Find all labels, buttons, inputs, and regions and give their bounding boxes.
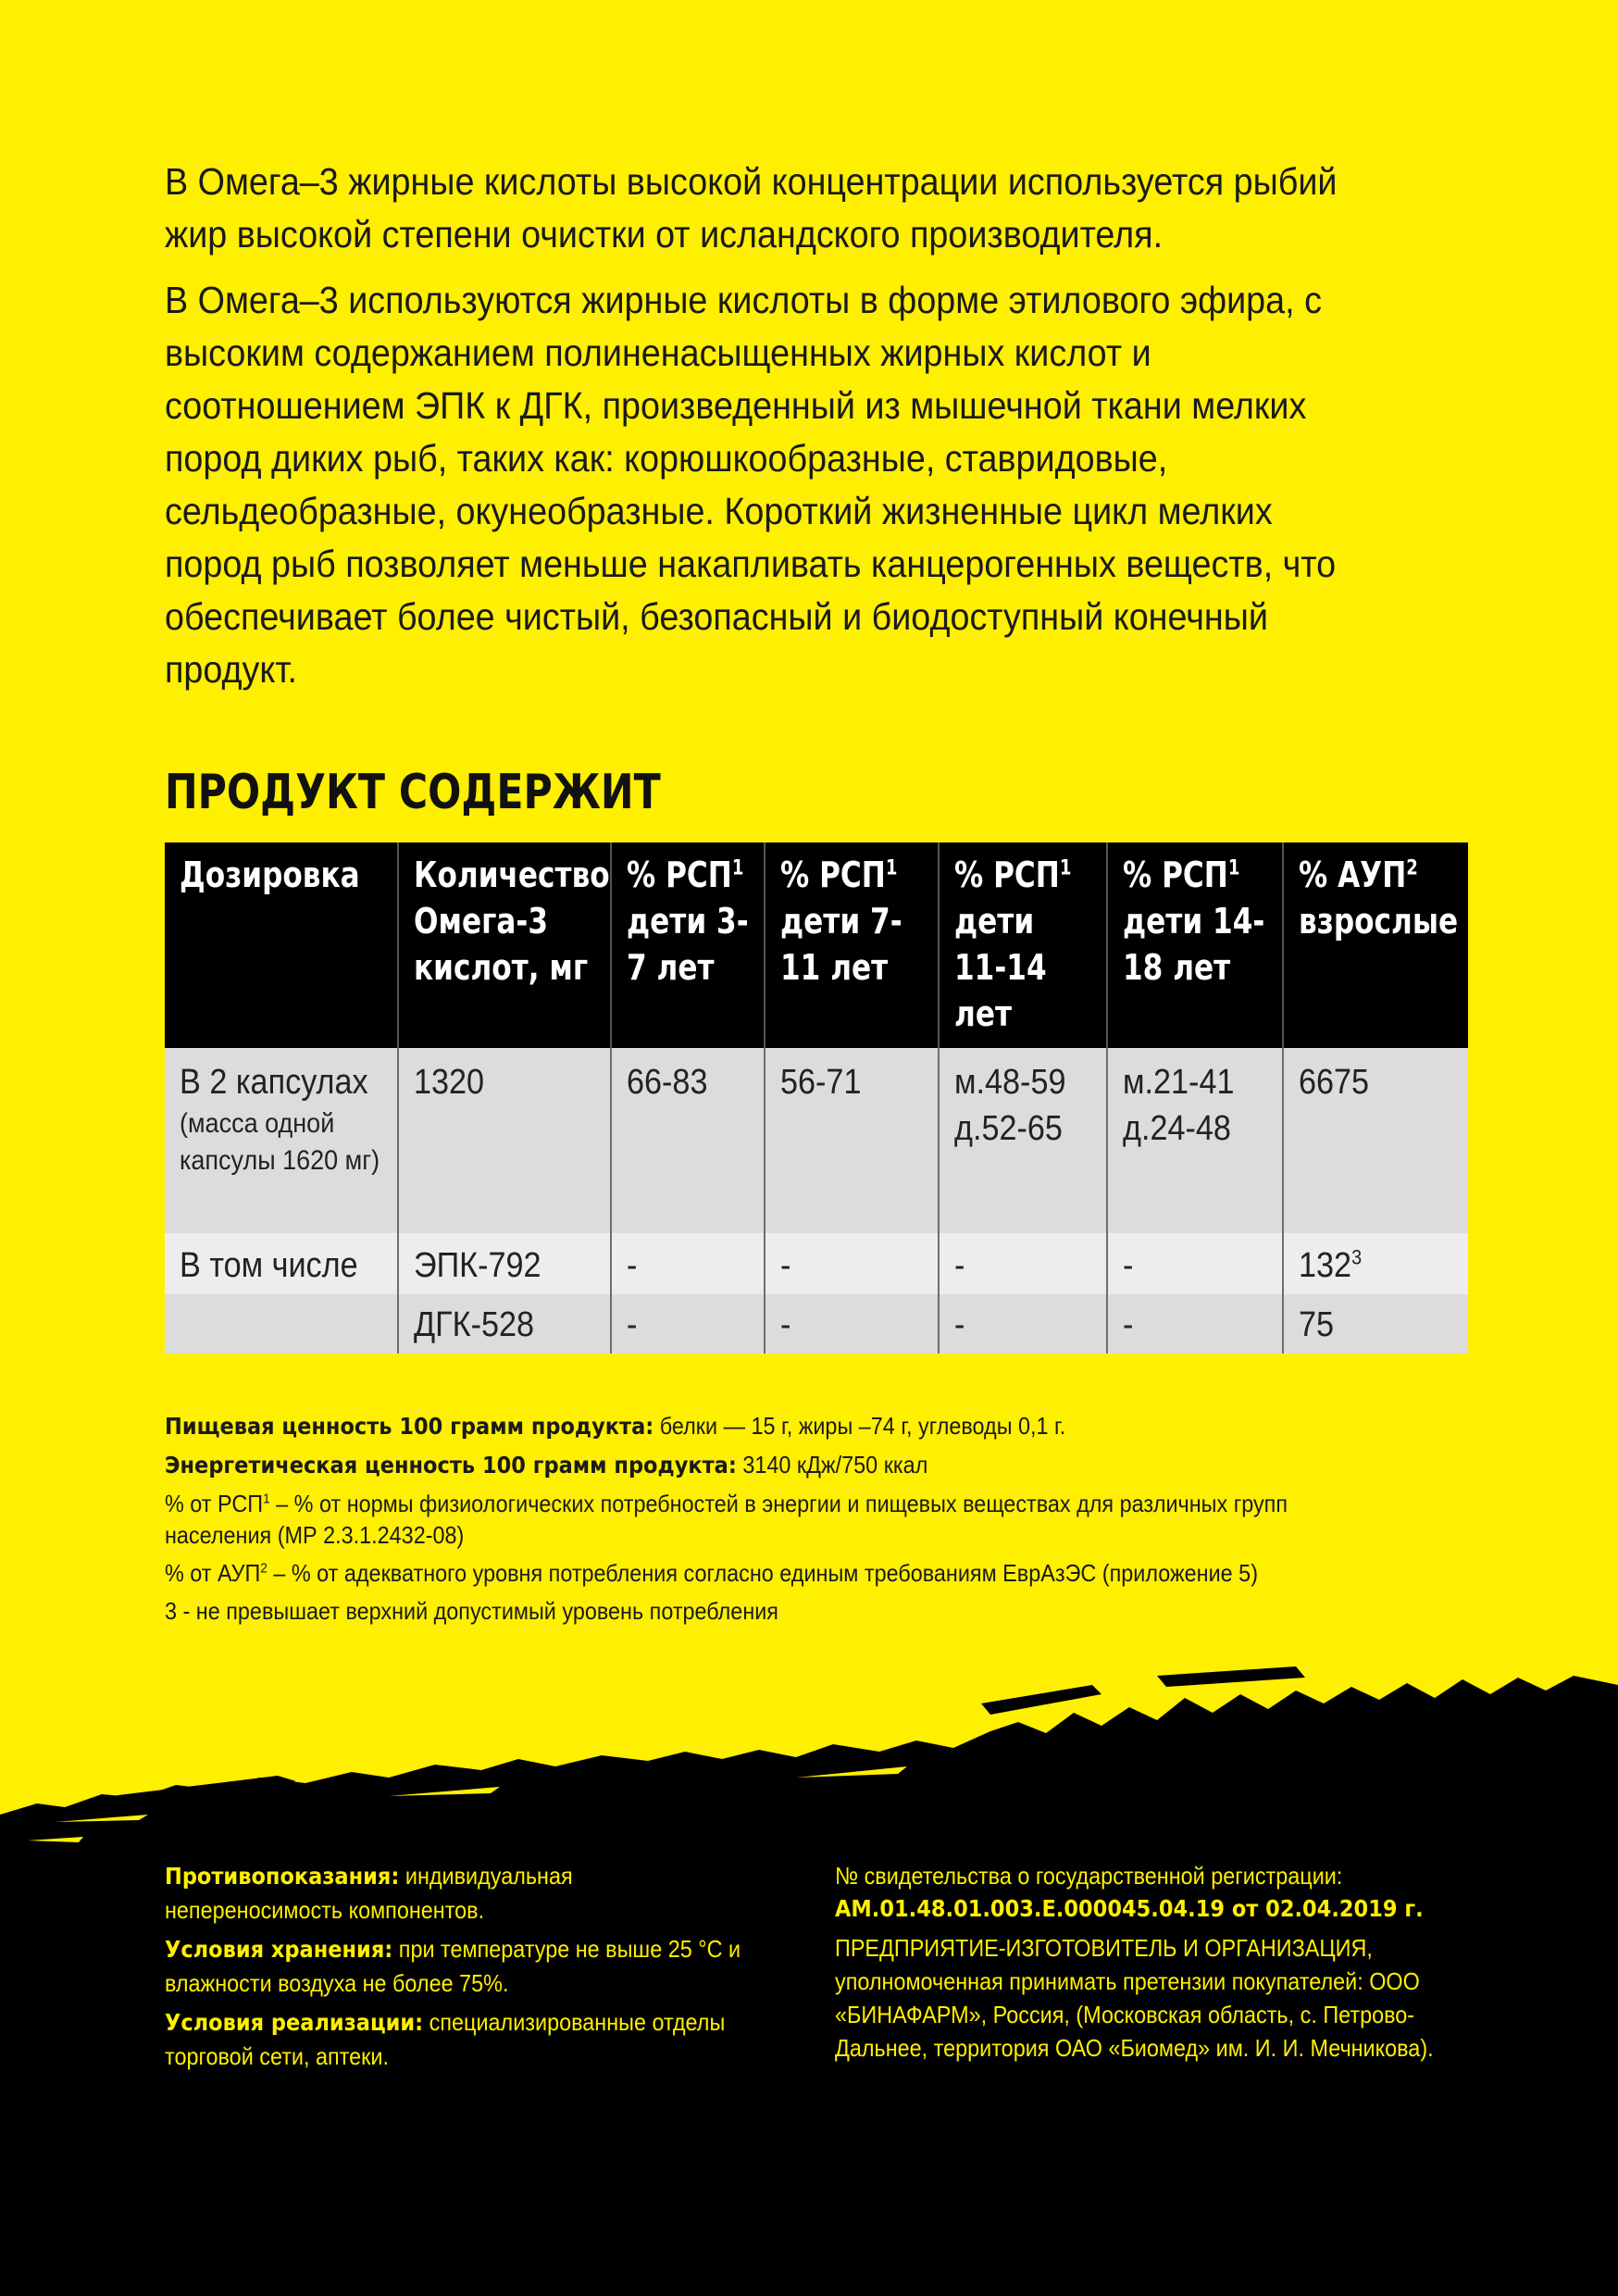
cell-rsp-3-7: -	[611, 1294, 765, 1354]
contraindications: Противопоказания: индивидуальная непереносимость компонентов.	[165, 1862, 573, 1924]
cell-amount: ДГК-528	[398, 1294, 611, 1354]
header-rsp-7-11: % РСП$^1$ дети 7-11 лет	[765, 842, 939, 1048]
table-row	[165, 1233, 1468, 1294]
cell-aup-adults: 75	[1283, 1294, 1468, 1354]
registration-info	[835, 1859, 1435, 2070]
rsp-footnote: % от РСП$^1$ – % от нормы физиологических потребностей в энергии и пищевых веществах для различных групп населения (МР 2.3.1.2432-08)	[165, 1490, 1288, 1549]
storage-conditions-text: Условия хранения: при температуре не выше 25 °С и влажности воздуха не более 75%.	[165, 1935, 741, 1997]
intro-paragraph-1: В Омега–3 жирные кислоты высокой концентрации используется рыбий жир высокой степени очистки от исландского производителя.	[165, 160, 1338, 256]
sale-conditions: Условия реализации: специализированные отделы торговой сети, аптеки.	[165, 2008, 726, 2070]
cell-rsp-3-7: 66-83	[611, 1048, 765, 1233]
cell-rsp-7-11: -	[765, 1233, 939, 1294]
cell-aup-adults: 6675	[1283, 1048, 1468, 1233]
cell-rsp-14-18: м.21-41 д.24-48	[1107, 1048, 1283, 1233]
composition-table	[165, 842, 1468, 1354]
section-title: ПРОДУКТ СОДЕРЖИТ	[165, 765, 661, 820]
cell-rsp-7-11: 56-71	[765, 1048, 939, 1233]
upper-limit-footnote: 3 - не превышает верхний допустимый уровень потребления	[165, 1597, 778, 1625]
cell-rsp-11-14: -	[939, 1294, 1107, 1354]
cell-rsp-11-14: -	[939, 1233, 1107, 1294]
intro-paragraph-2: В Омега–3 используются жирные кислоты в форме этилового эфира, с высоким содержанием полиненасыщенных жирных кислот и соотношением ЭПК к ДГК, произведенный из мышечной ткани мелких пород диких рыб, таких как: корюшкообразные, ставридовые, сельдеобразные, окунеобразные. Короткий жизненные цикл мелких пород рыб позволяет меньше накапливать канцерогенных веществ, что обеспечивает более чистый, безопасный и биодоступный конечный продукт.	[165, 279, 1337, 691]
header-aup-adults: % АУП$^2$ взрослые	[1283, 842, 1468, 1048]
registration-number: AM.01.48.01.003.E.000045.04.19 от 02.04.2019 г.	[835, 1895, 1424, 1922]
nutrition-value-note: Пищевая ценность 100 грамм продукта: белки — 15 г, жиры –74 г, углеводы 0,1 г.	[165, 1412, 1066, 1440]
table-header-row	[165, 842, 1468, 1048]
cell-amount: ЭПК-792	[398, 1233, 611, 1294]
cell-rsp-7-11: -	[765, 1294, 939, 1354]
energy-value-note: Энергетическая ценность 100 грамм продукта: 3140 кДж/750 ккал	[165, 1451, 928, 1479]
storage-conditions	[165, 1859, 748, 2078]
cell-rsp-11-14: м.48-59 д.52-65	[939, 1048, 1107, 1233]
dosage-note: (масса одной капсулы 1620 мг)	[180, 1108, 380, 1176]
cell-dosage: В 2 капсулах (масса одной капсулы 1620 мг)	[165, 1048, 398, 1233]
cell-rsp-14-18: -	[1107, 1294, 1283, 1354]
table-row	[165, 1294, 1468, 1354]
cell-aup-adults: $132^3$	[1283, 1233, 1468, 1294]
aup-footnote: % от АУП$^2$ – % от адекватного уровня потребления согласно единым требованиям ЕврАзЭС (приложение 5)	[165, 1559, 1258, 1587]
header-rsp-3-7: % РСП$^1$ дети 3-7 лет	[611, 842, 765, 1048]
cell-rsp-14-18: -	[1107, 1233, 1283, 1294]
cell-dosage: В том числе	[165, 1233, 398, 1294]
cell-rsp-3-7: -	[611, 1233, 765, 1294]
header-amount: Количество Омега-3 кислот, мг	[398, 842, 611, 1048]
footnotes	[165, 1410, 1398, 1633]
registration-label: № свидетельства о государственной регистрации:	[835, 1862, 1343, 1890]
header-dosage: Дозировка	[165, 842, 398, 1048]
cell-amount: 1320	[398, 1048, 611, 1233]
cell-dosage	[165, 1294, 398, 1354]
intro-text	[165, 156, 1357, 707]
manufacturer-info: ПРЕДПРИЯТИЕ-ИЗГОТОВИТЕЛЬ И ОРГАНИЗАЦИЯ, уполномоченная принимать претензии покупателей: ООО «БИНАФАРМ», Россия, (Московская область, с. Петрово-Дальнее, территория ОАО «Биомед» им. И. И. Мечникова).	[835, 1934, 1434, 2062]
header-rsp-14-18: % РСП$^1$ дети 14-18 лет	[1107, 842, 1283, 1048]
header-rsp-11-14: % РСП$^1$ дети 11-14 лет	[939, 842, 1107, 1048]
table-row	[165, 1048, 1468, 1233]
